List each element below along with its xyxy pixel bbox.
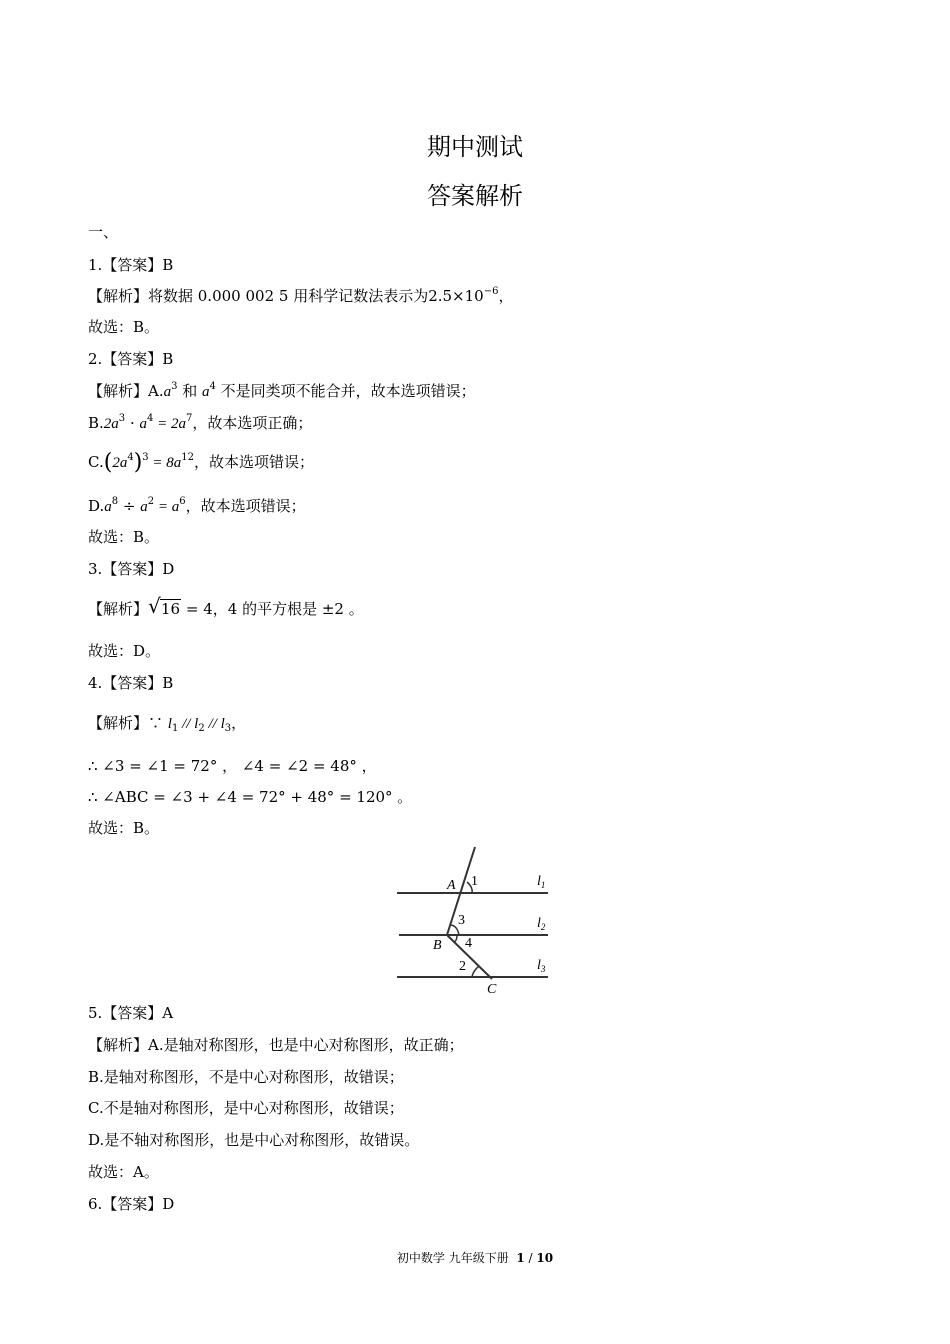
q4-l1-sub: 1 — [171, 723, 179, 734]
q2-b-dot: · — [125, 414, 140, 432]
q4-l2-sub: 2 — [198, 723, 205, 734]
q2-c-expr: 2a — [112, 455, 128, 471]
q2-b-exp1: 3 — [118, 413, 126, 424]
label-angle-2: 2 — [459, 959, 466, 974]
parallel-lines-figure — [395, 845, 555, 995]
q2-c-exp3: 12 — [181, 452, 195, 463]
q2-choice: 故选：B。 — [88, 528, 160, 546]
label-l1: $l_1$ — [537, 874, 546, 890]
q4-analysis — [88, 713, 246, 734]
q3-analysis-prefix: 【解析】 — [88, 600, 149, 618]
q2-d-label: D. — [88, 497, 105, 515]
q1-analysis-prefix: 【解析】将数据 0.000 002 5 用科学记数法表示为 — [88, 287, 429, 305]
q1-sci-value: 2.5×10 — [428, 287, 484, 305]
q1-analysis-suffix: ， — [498, 287, 514, 305]
q2-c-close: ) — [133, 450, 143, 475]
q2-option-d — [88, 496, 306, 517]
label-c: C — [487, 982, 497, 995]
q2-d-eq: = a — [154, 499, 180, 515]
q2-d-exp2: 2 — [147, 496, 155, 507]
q4-analysis-prefix: 【解析】∵ — [88, 714, 168, 732]
q2-c-text: ，故本选项错误； — [194, 453, 315, 471]
q3-answer: 3.【答案】D — [88, 560, 175, 578]
section-label: 一、 — [88, 223, 119, 241]
q3-eq: = 4 — [181, 600, 213, 618]
q4-l3-sub: 3 — [224, 723, 232, 734]
q4-par1: // — [178, 716, 195, 732]
q2-a-var2: a — [202, 384, 210, 400]
q2-b-text: ，故本选项正确； — [192, 414, 313, 432]
q2-b-var: a — [139, 416, 147, 432]
label-a: A — [447, 878, 456, 893]
q2-d-div: ÷ — [118, 497, 141, 515]
q2-option-a — [88, 381, 476, 402]
page-subtitle: 答案解析 — [427, 182, 523, 210]
q1-answer: 1.【答案】B — [88, 256, 174, 274]
footer-book: 初中数学 九年级下册 — [396, 1251, 509, 1265]
q4-par2: // — [204, 716, 221, 732]
q2-b-eq: = 2a — [153, 416, 186, 432]
q1-sci-exp: −6 — [483, 286, 499, 297]
q5-option-b: B.是轴对称图形，不是中心对称图形，故错误； — [88, 1068, 404, 1086]
q5-answer: 5.【答案】A — [88, 1004, 174, 1022]
q2-c-open: ( — [103, 450, 113, 475]
q4-step1: ∴ ∠3 = ∠1 = 72° ， ∠4 = ∠2 = 48° ， — [88, 757, 377, 775]
q2-a-text: 不是同类项不能合并，故本选项错误； — [215, 382, 476, 400]
q3-analysis — [88, 594, 364, 619]
q2-a-and: 和 — [177, 382, 203, 400]
q5-option-d: D.是不轴对称图形，也是中心对称图形，故错误。 — [88, 1131, 420, 1149]
footer-page-total: 10 — [536, 1251, 554, 1265]
q4-l2: l — [194, 716, 199, 732]
q3-radicand: 16 — [161, 600, 181, 618]
q2-option-b — [88, 413, 312, 434]
q2-c-exp2: 3 — [142, 452, 149, 463]
q2-d-var2: a — [140, 499, 148, 515]
q2-answer: 2.【答案】B — [88, 350, 174, 368]
q2-option-c — [88, 452, 314, 473]
label-b: B — [433, 938, 442, 953]
label-l3: $l_3$ — [537, 958, 546, 974]
q4-step2: ∴ ∠ABC = ∠3 + ∠4 = 72° + 48° = 120° 。 — [88, 788, 413, 806]
label-angle-4: 4 — [465, 936, 472, 951]
label-angle-1: 1 — [471, 874, 478, 889]
q3-sqrt — [148, 594, 181, 619]
q2-a-exp2: 4 — [209, 381, 216, 392]
radical-sign-icon: √ — [148, 594, 161, 618]
page-title: 期中测试 — [427, 133, 523, 161]
q2-b-exp2: 4 — [146, 413, 154, 424]
label-l2: $l_2$ — [537, 916, 546, 932]
footer-separator: / — [524, 1251, 537, 1265]
q2-d-exp1: 8 — [111, 496, 119, 507]
q2-b-label: B. — [88, 414, 104, 432]
q4-answer: 4.【答案】B — [88, 674, 174, 692]
q5-option-c: C.不是轴对称图形，是中心对称图形，故错误； — [88, 1099, 404, 1117]
q2-b-exp3: 7 — [185, 413, 193, 424]
page-footer — [0, 1249, 950, 1266]
q2-b-expr: 2a — [103, 416, 119, 432]
q1-choice: 故选：B。 — [88, 318, 160, 336]
q4-l1: l — [167, 716, 172, 732]
q4-choice: 故选：B。 — [88, 819, 160, 837]
q2-a-var1: a — [163, 384, 172, 400]
footer-page-number: 1 — [516, 1251, 525, 1265]
q1-analysis — [88, 286, 513, 306]
q2-d-exp3: 6 — [179, 496, 186, 507]
q4-l3: l — [220, 716, 225, 732]
q4-comma: ， — [231, 714, 247, 732]
q2-d-text: ，故本选项错误； — [185, 497, 306, 515]
q3-analysis-suffix: ，4 的平方根是 ±2 。 — [212, 600, 364, 618]
angle-2-arc — [472, 966, 479, 977]
angle-4-arc — [454, 935, 457, 942]
q3-choice: 故选：D。 — [88, 642, 161, 660]
q2-c-exp1: 4 — [127, 452, 134, 463]
q2-d-var1: a — [104, 499, 112, 515]
q6-answer: 6.【答案】D — [88, 1195, 175, 1213]
q2-a-exp1: 3 — [171, 381, 178, 392]
q2-a-prefix: 【解析】A. — [88, 382, 164, 400]
q2-c-eq: = 8a — [148, 455, 182, 471]
q5-option-a: 【解析】A.是轴对称图形，也是中心对称图形，故正确； — [88, 1036, 464, 1054]
label-angle-3: 3 — [458, 913, 465, 928]
q2-c-label: C. — [88, 453, 104, 471]
q5-choice: 故选：A。 — [88, 1163, 159, 1181]
